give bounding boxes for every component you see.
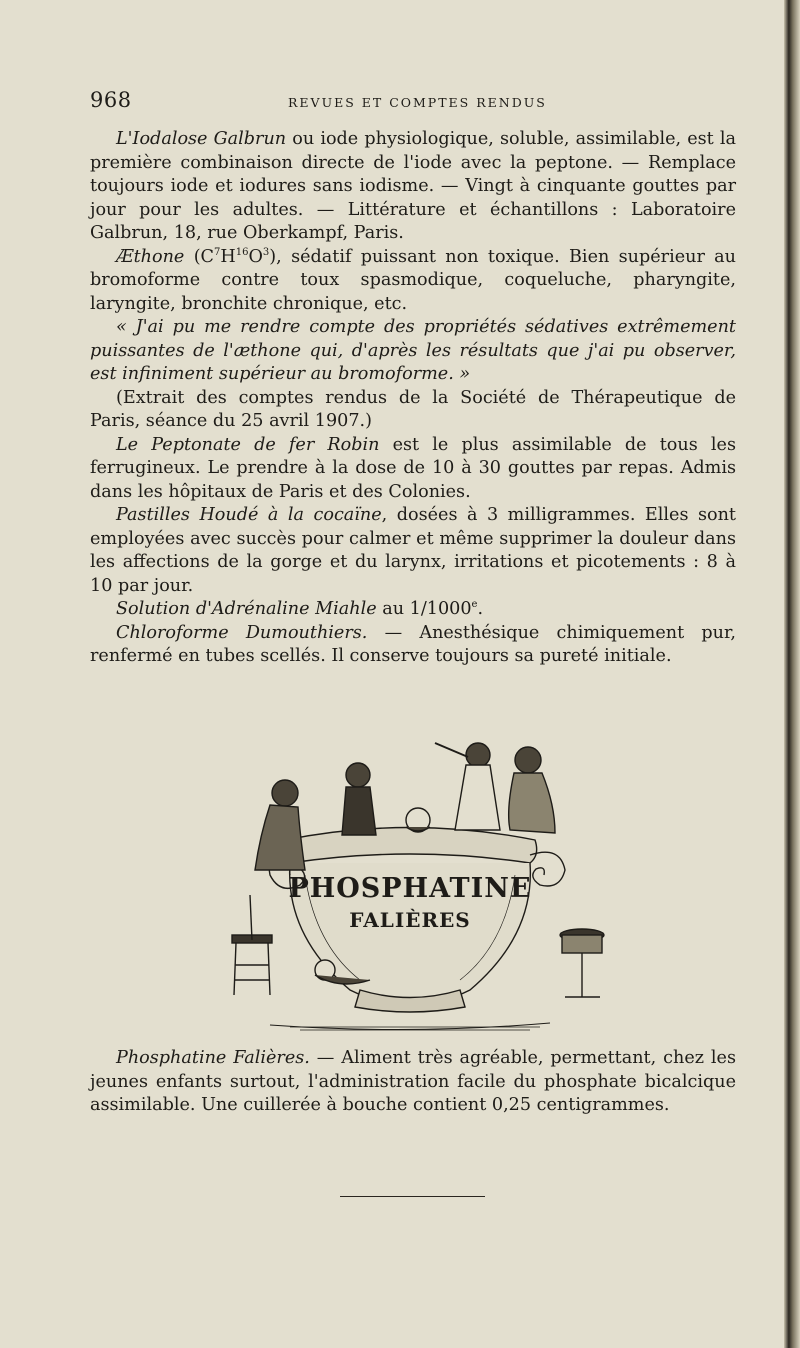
citation: (Extrait des comptes rendus de la Société de Thérapeutique de Paris, séance du 25 avril 1907.) [90, 387, 736, 431]
stand-icon [560, 929, 604, 997]
stool-icon [232, 895, 272, 995]
paragraph-phosphatine-text: — Aliment très agréable, permettant, chez les jeunes enfants surtout, l'administration facile du phosphate bicalcique assimilable. Une cuillerée à bouche contient 0,25 centigrammes. [90, 1048, 736, 1115]
running-head: REVUES ET COMPTES RENDUS [288, 95, 547, 110]
page-header [90, 88, 740, 116]
paragraph-pastilles [90, 504, 736, 598]
paragraph-iodalose-text: ou iode physiologique, soluble, assimilable, est la première combinaison directe de l'iode avec la peptone. — Remplace toujours iode et iodures sans iodisme. — Vingt à cinquante gouttes par jour pour les adultes. — Littérature et échantillons : Laboratoire Galbrun, 18, rue Oberkampf, Paris. [90, 129, 736, 243]
bowl-lettering-phosphatine: PHOSPHATINE [288, 873, 532, 904]
lower-text-block [90, 1047, 736, 1118]
product-name-phosphatine: Phosphatine Falières. [116, 1048, 310, 1068]
paragraph-iodalose [90, 128, 736, 246]
product-name-iodalose: L'Iodalose Galbrun [116, 129, 287, 149]
product-name-chloroforme: Chloroforme Dumouthiers. [116, 622, 368, 643]
bowl-rim [282, 828, 536, 864]
formula: $(C^7H^{16}O^3)$ [193, 246, 277, 267]
bowl-lettering-falieres: FALIÈRES [349, 908, 471, 932]
paragraph-aethone [90, 246, 736, 317]
paragraph-chloroforme-text: — Anesthésique chimiquement pur, renfermé en tubes scellés. Il conserve toujours sa pureté initiale. [90, 622, 737, 666]
product-name-adrenaline: Solution d'Adrénaline Miahle [116, 599, 377, 619]
product-name-pastilles: Pastilles Houdé à la cocaïne [116, 505, 382, 525]
phosphatine-illustration [210, 735, 610, 1035]
upper-text-block [90, 128, 736, 669]
product-name-aethone: Æthone [116, 246, 185, 267]
paragraph-adrenaline: Solution d'Adrénaline Miahle au 1/1000e. [116, 599, 484, 619]
closing-rule [340, 1196, 485, 1197]
product-name-peptonate: Le Peptonate de fer Robin [116, 434, 380, 455]
paragraph-chloroforme [90, 622, 736, 669]
paragraph-aethone-text: , sédatif puissant non toxique. Bien supérieur au bromoforme contre toux spasmodique, coqueluche, pharyngite, laryngite, bronchite chronique, etc. [90, 246, 737, 314]
paragraph-phosphatine [90, 1047, 736, 1118]
paragraph-pastilles-text: , dosées à 3 milligrammes. Elles sont employées avec succès pour calmer et même supprimer la douleur dans les affections de la gorge et du larynx, irritations et picotements : 8 à 10 par jour. [90, 505, 736, 596]
page-number: 968 [90, 88, 132, 112]
quotation: « J'ai pu me rendre compte des propriétés sédatives extrêmement puissantes de l'æthone qui, d'après les résultats que j'ai pu observer, est infiniment supérieur au bromoforme. » [90, 317, 736, 384]
page-edge [784, 0, 800, 1348]
paragraph-peptonate-text: est le plus assimilable de tous les ferrugineux. Le prendre à la dose de 10 à 30 gouttes par repas. Admis dans les hôpitaux de Paris et des Colonies. [90, 434, 736, 502]
paragraph-peptonate [90, 434, 736, 505]
